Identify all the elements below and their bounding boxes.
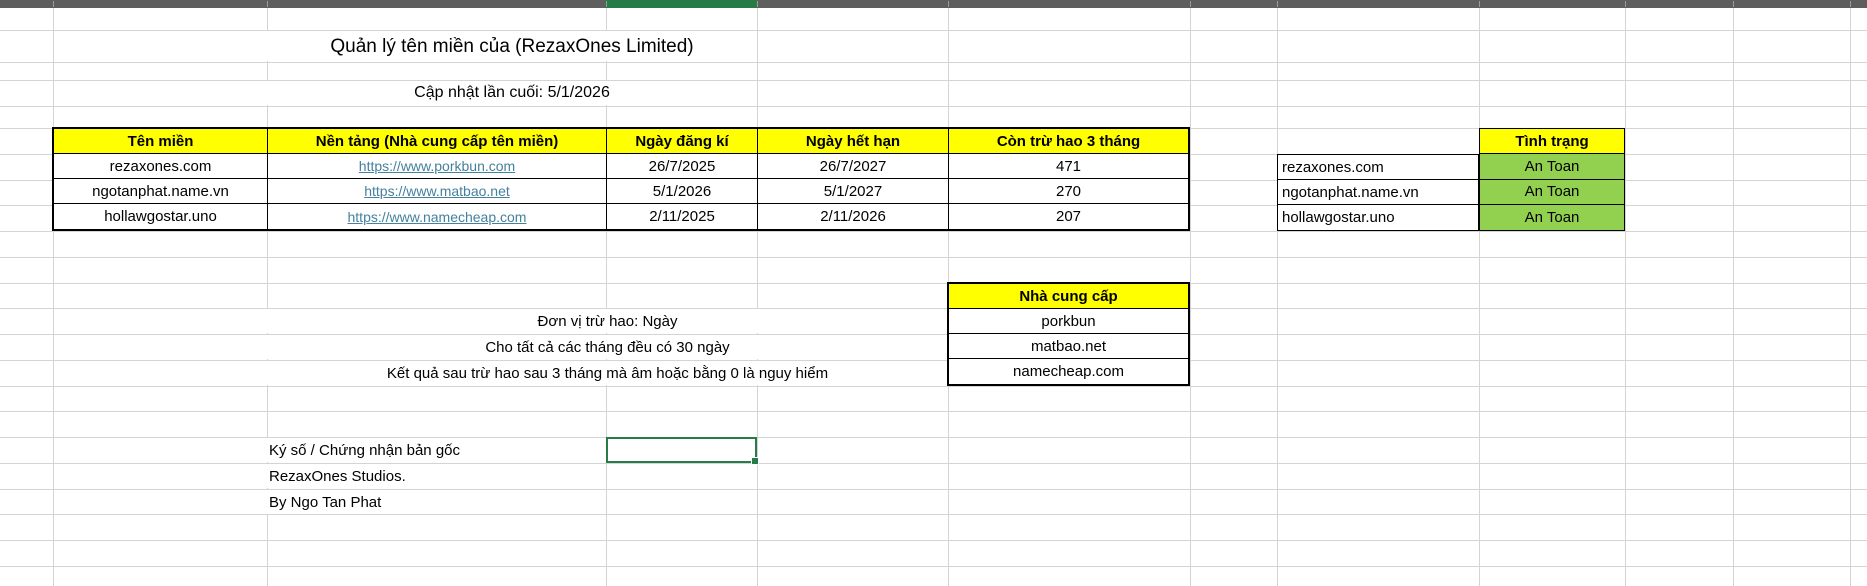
provider-table <box>947 282 1190 386</box>
cell-domain[interactable]: rezaxones.com <box>54 154 268 179</box>
status-cell[interactable]: An Toan <box>1480 205 1624 230</box>
column-divider-tick <box>1625 1 1626 7</box>
gridline <box>0 566 1867 567</box>
domain-table-header-platform[interactable]: Nền tảng (Nhà cung cấp tên miền) <box>268 129 607 154</box>
cell-expiry-date[interactable]: 26/7/2027 <box>758 154 949 179</box>
fill-handle[interactable] <box>751 457 759 465</box>
gridline <box>757 8 758 586</box>
signature-line-2[interactable]: RezaxOnes Studios. <box>267 464 606 488</box>
status-cell[interactable]: An Toan <box>1480 154 1624 179</box>
gridline <box>0 386 1867 387</box>
column-divider-tick <box>757 1 758 7</box>
domain-table-header-domain[interactable]: Tên miền <box>54 129 268 154</box>
status-table <box>1479 128 1625 231</box>
column-divider-tick <box>948 1 949 7</box>
domain-list-item[interactable]: rezaxones.com <box>1278 155 1478 180</box>
domain-table-header-remaining[interactable]: Còn trừ hao 3 tháng <box>949 129 1188 154</box>
gridline <box>0 257 1867 258</box>
note-line-2[interactable]: Cho tất cả các tháng đều có 30 ngày <box>267 335 948 359</box>
last-updated-cell[interactable]: Cập nhật lần cuối: 5/1/2026 <box>267 81 757 105</box>
note-line-3[interactable]: Kết quả sau trừ hao sau 3 tháng mà âm hoặc bằng 0 là nguy hiểm <box>267 361 948 385</box>
gridline <box>1850 8 1851 586</box>
signature-line-3[interactable]: By Ngo Tan Phat <box>267 490 606 514</box>
cell-remaining-days[interactable]: 270 <box>949 179 1188 204</box>
gridline <box>1479 8 1480 586</box>
provider-cell[interactable]: matbao.net <box>949 334 1188 359</box>
cell-registered-date[interactable]: 26/7/2025 <box>607 154 758 179</box>
column-divider-tick <box>1850 1 1851 7</box>
column-divider-tick <box>1479 1 1480 7</box>
column-divider-tick <box>1733 1 1734 7</box>
status-table-header[interactable]: Tình trạng <box>1480 129 1624 154</box>
sheet-title[interactable]: Quản lý tên miền của (RezaxOnes Limited) <box>267 31 757 61</box>
cell-remaining-days[interactable]: 207 <box>1055 208 1082 225</box>
domain-table-header-registered[interactable]: Ngày đăng kí <box>607 129 758 154</box>
domain-list-item[interactable]: ngotanphat.name.vn <box>1278 180 1478 205</box>
gridline <box>0 231 1867 232</box>
note-line-1[interactable]: Đơn vị trừ hao: Ngày <box>267 309 948 333</box>
status-cell[interactable]: An Toan <box>1480 180 1624 205</box>
column-divider-tick <box>1190 1 1191 7</box>
column-divider-tick <box>606 1 607 7</box>
cell-expiry-date[interactable]: 5/1/2027 <box>758 179 949 204</box>
cell-registered-date[interactable]: 2/11/2025 <box>607 204 758 229</box>
status-domain-list <box>1277 154 1479 231</box>
cell-expiry-date[interactable]: 2/11/2026 <box>758 204 949 229</box>
cell-platform[interactable] <box>268 204 607 229</box>
gridline <box>1625 8 1626 586</box>
cell-platform[interactable] <box>268 179 607 204</box>
signature-line-1[interactable]: Ký số / Chứng nhận bản gốc <box>267 438 597 462</box>
domain-table-header-expiry[interactable]: Ngày hết hạn <box>758 129 949 154</box>
selected-cell[interactable] <box>606 437 757 463</box>
gridline <box>1277 8 1278 586</box>
gridline <box>1733 8 1734 586</box>
cell-domain[interactable]: hollawgostar.uno <box>54 204 268 229</box>
provider-cell[interactable]: porkbun <box>949 309 1188 334</box>
cell-platform[interactable] <box>268 154 607 179</box>
gridline <box>0 283 1867 284</box>
gridline <box>0 514 1867 515</box>
gridline <box>0 540 1867 541</box>
selected-column-highlight <box>606 0 757 8</box>
provider-table-header[interactable]: Nhà cung cấp <box>949 284 1188 309</box>
column-divider-tick <box>53 1 54 7</box>
cell-remaining-days[interactable]: 471 <box>949 154 1188 179</box>
gridline <box>0 106 1867 107</box>
gridline <box>0 62 1867 63</box>
column-divider-tick <box>267 1 268 7</box>
domain-list-item[interactable]: hollawgostar.uno <box>1282 209 1395 226</box>
gridline <box>1190 8 1191 586</box>
provider-cell[interactable]: namecheap.com <box>1013 363 1124 380</box>
cell-domain[interactable]: ngotanphat.name.vn <box>54 179 268 204</box>
column-header-strip[interactable] <box>0 0 1867 8</box>
platform-link[interactable]: https://www.namecheap.com <box>347 208 527 225</box>
domain-table <box>52 127 1190 231</box>
platform-link[interactable]: https://www.porkbun.com <box>358 158 516 174</box>
cell-registered-date[interactable]: 5/1/2026 <box>607 179 758 204</box>
platform-link[interactable]: https://www.matbao.net <box>364 183 510 199</box>
gridline <box>0 411 1867 412</box>
gridline <box>53 8 54 586</box>
column-divider-tick <box>1277 1 1278 7</box>
